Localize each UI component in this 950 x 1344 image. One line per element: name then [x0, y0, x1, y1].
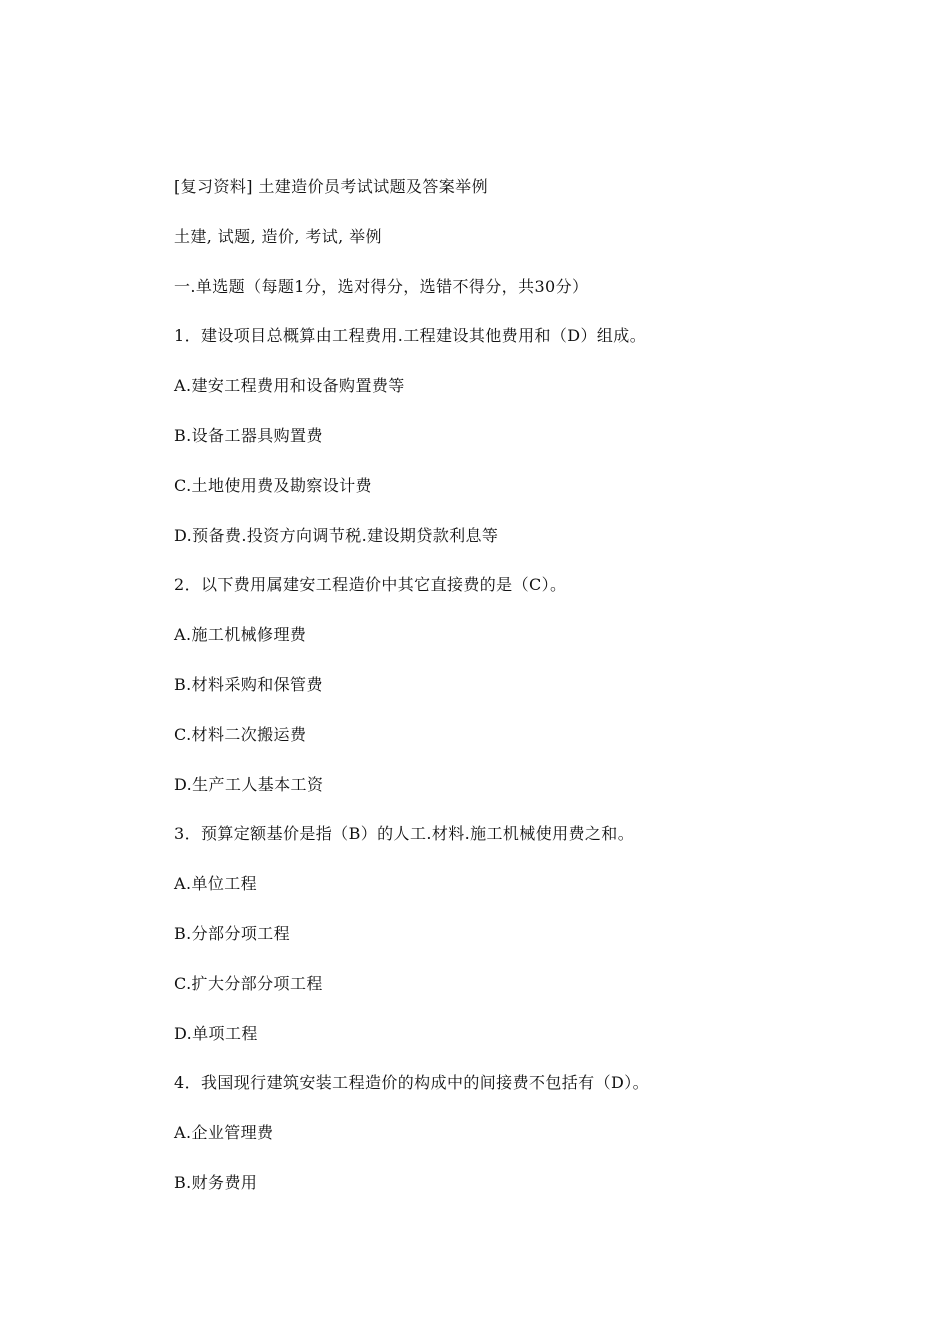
question-2-option-b: B.材料采购和保管费: [174, 674, 323, 694]
question-2-option-c: C.材料二次搬运费: [174, 724, 307, 744]
question-3: 3．预算定额基价是指（B）的人工.材料.施工机械使用费之和。: [174, 824, 635, 844]
question-1-option-a: A.建安工程费用和设备购置费等: [174, 376, 405, 396]
question-1: 1．建设项目总概算由工程费用.工程建设其他费用和（D）组成。: [174, 326, 647, 346]
question-3-option-d: D.单项工程: [174, 1023, 258, 1043]
question-1-option-d: D.预备费.投资方向调节税.建设期贷款利息等: [174, 525, 499, 545]
section-heading: 一.单选题（每题1分，选对得分，选错不得分，共30分）: [174, 276, 589, 296]
question-4-option-a: A.企业管理费: [174, 1123, 274, 1143]
question-3-option-a: A.单位工程: [174, 874, 258, 894]
question-4: 4．我国现行建筑安装工程造价的构成中的间接费不包括有（D）。: [174, 1073, 650, 1093]
document-keywords: 土建, 试题, 造价, 考试, 举例: [174, 226, 382, 246]
document-content: [174, 172, 894, 1218]
question-1-option-b: B.设备工器具购置费: [174, 425, 323, 445]
document-title: [复习资料] 土建造价员考试试题及答案举例: [174, 177, 488, 196]
question-4-option-b: B.财务费用: [174, 1172, 258, 1192]
question-2-option-a: A.施工机械修理费: [174, 625, 307, 645]
question-2-option-d: D.生产工人基本工资: [174, 774, 324, 794]
question-3-option-c: C.扩大分部分项工程: [174, 973, 323, 993]
question-2: 2．以下费用属建安工程造价中其它直接费的是（C）。: [174, 575, 567, 595]
question-1-option-c: C.土地使用费及勘察设计费: [174, 475, 372, 495]
question-3-option-b: B.分部分项工程: [174, 923, 291, 943]
